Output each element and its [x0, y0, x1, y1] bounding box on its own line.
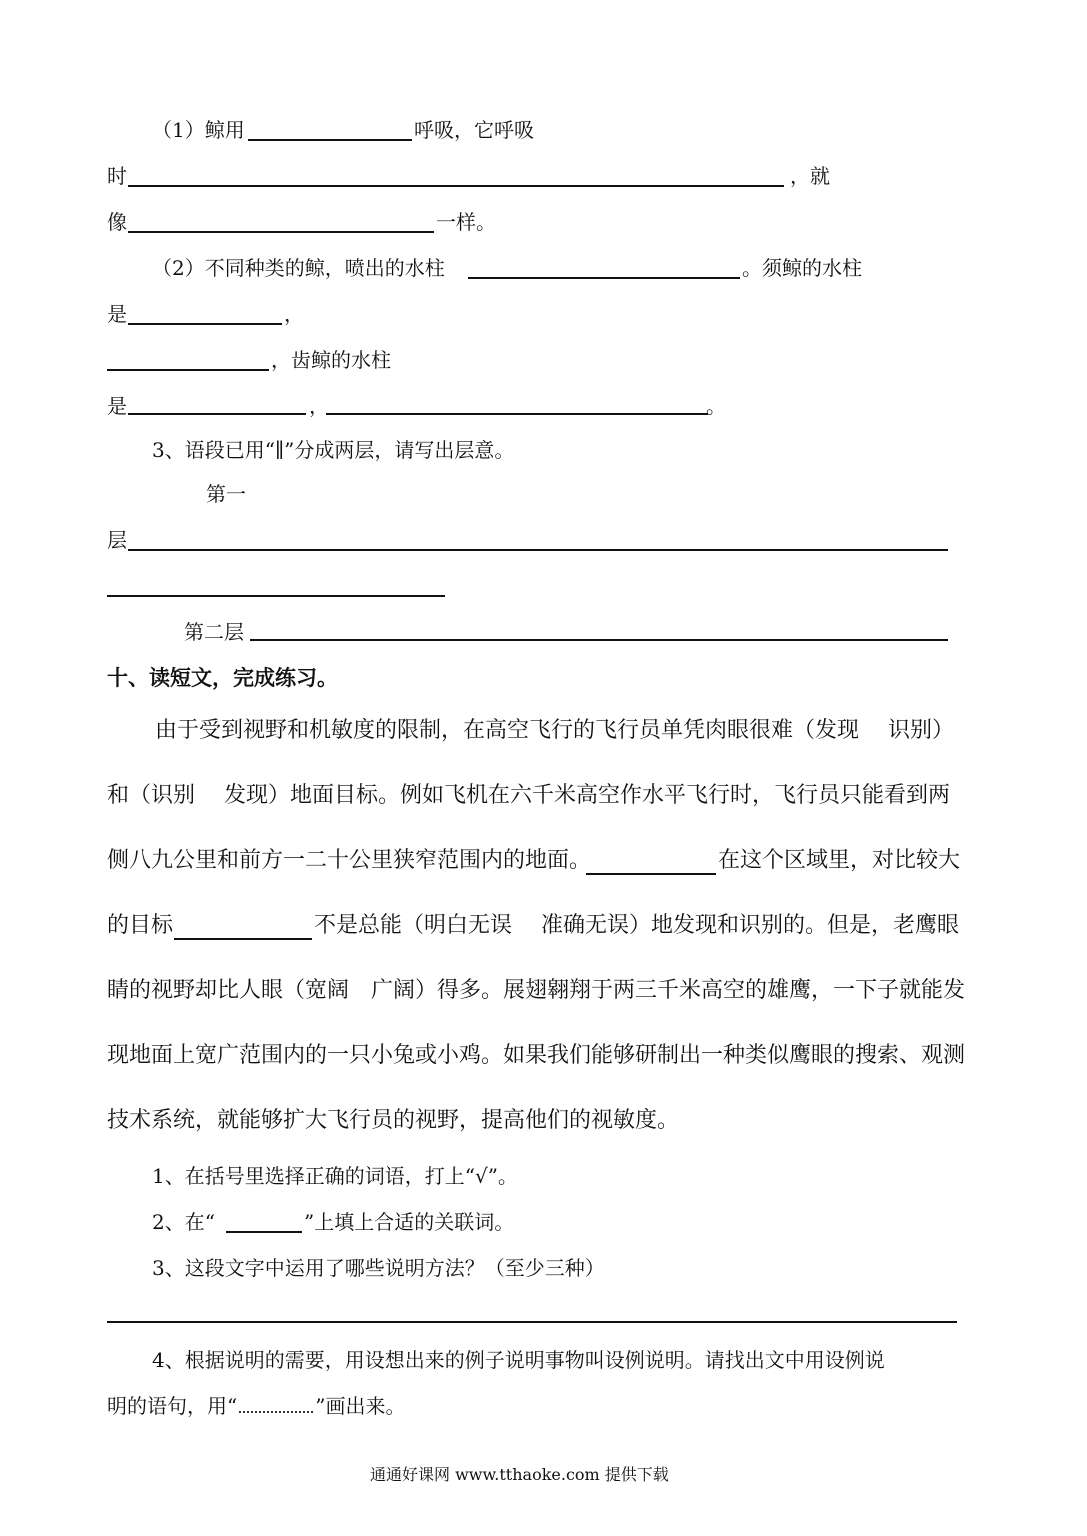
wavy-underline-sample — [239, 1403, 313, 1413]
blank-line — [226, 1231, 302, 1233]
blank-line — [174, 938, 312, 940]
blank-line — [107, 1321, 957, 1323]
exercise-4-text-end: ”画出来。 — [315, 1394, 406, 1418]
q2-line2-end: ，就 — [790, 164, 830, 188]
exercise-4-line1: 4、根据说明的需要，用设想出来的例子说明事物叫设例说明。请找出文中用设例说 — [152, 1348, 885, 1372]
layer1-label: 第一 — [206, 482, 246, 506]
exercise-2-end: ”上填上合适的关联词。 — [304, 1210, 515, 1234]
page-footer: 通通好课网 www.tthaoke.com 提供下载 — [370, 1465, 669, 1484]
q2-line5-end: ， — [284, 302, 304, 326]
passage-line: 睛的视野却比人眼（宽阔 广阔）得多。展翅翱翔于两三千米高空的雄鹰，一下子就能发 — [107, 978, 966, 1003]
section-heading: 十、读短文，完成练习。 — [107, 665, 338, 690]
q2-line7-end: 。 — [706, 394, 726, 418]
q2-line3-end: 一样。 — [436, 210, 496, 234]
blank-line — [586, 873, 716, 875]
blank-line — [128, 323, 282, 325]
passage-line: 技术系统，就能够扩大飞行员的视野，提高他们的视敏度。 — [107, 1108, 680, 1133]
blank-line — [128, 413, 306, 415]
q2-line1-end: 呼吸，它呼吸 — [414, 118, 534, 142]
blank-line — [128, 549, 948, 551]
blank-line — [326, 413, 708, 415]
passage-line: 不是总能（明白无误 准确无误）地发现和识别的。但是，老鹰眼 — [314, 913, 959, 938]
q2-line4-end: 。须鲸的水柱 — [742, 256, 862, 280]
blank-line — [250, 639, 948, 641]
blank-line — [107, 595, 445, 597]
q2-line5-start: 是 — [107, 302, 127, 326]
blank-line — [248, 139, 412, 141]
passage-line: 由于受到视野和机敏度的限制，在高空飞行的飞行员单凭肉眼很难（发现 识别） — [155, 718, 954, 743]
passage-line: 的目标 — [107, 913, 174, 938]
blank-line — [107, 369, 269, 371]
q2-line4-start: （2）不同种类的鲸，喷出的水柱 — [152, 256, 445, 280]
q2-line6-end: ，齿鲸的水柱 — [271, 348, 391, 372]
blank-line — [128, 185, 784, 187]
layer1-label-end: 层 — [107, 528, 127, 552]
q2-line7-start: 是 — [107, 394, 127, 418]
exercise-1: 1、在括号里选择正确的词语，打上“√”。 — [152, 1164, 518, 1188]
passage-line: 在这个区域里，对比较大 — [718, 848, 961, 873]
passage-line: 侧八九公里和前方一二十公里狭窄范围内的地面。 — [107, 848, 592, 873]
q3-instruction: 3、语段已用“∥”分成两层，请写出层意。 — [152, 438, 515, 462]
exercise-4-text: 明的语句，用“ — [107, 1394, 238, 1418]
exercise-4-line2 — [107, 1393, 405, 1419]
exercise-3: 3、这段文字中运用了哪些说明方法？（至少三种） — [152, 1256, 605, 1280]
q2-line2-start: 时 — [107, 164, 127, 188]
q2-line1-start: （1）鲸用 — [152, 118, 245, 142]
passage-line: 现地面上宽广范围内的一只小兔或小鸡。如果我们能够研制出一种类似鹰眼的搜索、观测 — [107, 1043, 966, 1068]
q2-line3-start: 像 — [107, 210, 127, 234]
blank-line — [128, 231, 434, 233]
exercise-2-start: 2、在“ — [152, 1210, 215, 1234]
q2-line7-mid: ， — [309, 394, 329, 418]
blank-line — [468, 277, 740, 279]
passage-line: 和（识别 发现）地面目标。例如飞机在六千米高空作水平飞行时，飞行员只能看到两 — [107, 783, 950, 808]
layer2-label: 第二层 — [184, 620, 244, 644]
